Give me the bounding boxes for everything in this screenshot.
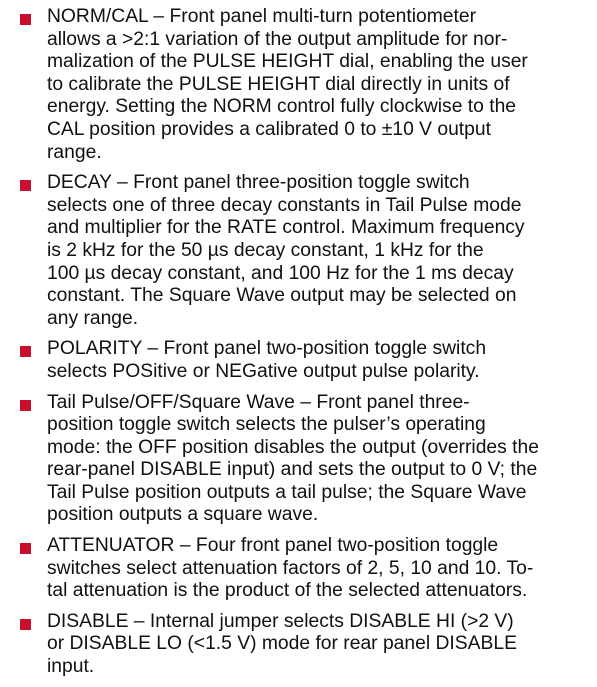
bullet-square-icon [20,346,31,357]
item-text: POLARITY – Front panel two-position toggle switch selects POSitive or NEGative output pulse polarity. [47,338,487,382]
bullet-square-icon [20,543,31,554]
list-item-decay [0,172,597,330]
spec-list [0,6,597,687]
list-item-attenuator [0,535,597,603]
item-text: DECAY – Front panel three-position toggle switch selects one of three decay constants in Tail Pulse mode and multiplier for the RATE control. Maximum frequency is 2 kHz for the 50 µs decay constant, 1 kHz for the 100 µs decay constant, and 100 Hz for the 1 ms decay constant. The Square Wave output may be selected on any range. [47,172,525,329]
list-item-disable [0,611,597,679]
bullet-square-icon [20,619,31,630]
list-item-polarity [0,338,597,383]
bullet-square-icon [20,180,31,191]
item-text: NORM/CAL – Front panel multi-turn potentiometer allows a >2:1 variation of the output amplitude for nor- malization of the PULSE HEIGHT dial, enabling the user to calibrate the PULSE HEIGHT dial directly in units of energy. Setting the NORM control fully clockwise to the CAL position provides a calibrated 0 to ±10 V output range. [47,6,528,163]
item-text: DISABLE – Internal jumper selects DISABLE HI (>2 V) or DISABLE LO (<1.5 V) mode for rear panel DISABLE input. [47,610,517,678]
list-item-tail-pulse [0,392,597,528]
item-text: Tail Pulse/OFF/Square Wave – Front panel three- position toggle switch selects the pulser’s operating mode: the OFF position disables the output (overrides the rear-panel DISABLE input) and sets the output to 0 V; the Tail Pulse position outputs a tail pulse; the Square Wave position outputs a square wave. [47,391,539,526]
bullet-square-icon [20,14,31,25]
item-text: ATTENUATOR – Four front panel two-position toggle switches select attenuation factors of 2, 5, 10 and 10. To- tal attenuation is the product of the selected attenuators. [47,535,534,602]
list-item-norm-cal [0,6,597,164]
bullet-square-icon [20,400,31,411]
